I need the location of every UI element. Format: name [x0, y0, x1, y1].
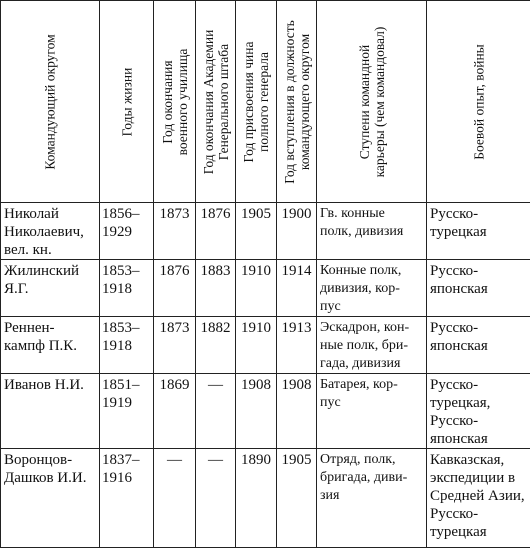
header-text: Ступени командной карьеры (чем командовал) — [357, 4, 387, 200]
cell-school-year: 1873 — [154, 317, 196, 374]
header-text: Боевой опыт, войны — [471, 4, 486, 200]
cell-school-year: 1869 — [154, 374, 196, 449]
cell-appointed-year: 1908 — [277, 374, 317, 449]
cell-academy-year: 1883 — [196, 260, 236, 317]
cell-school-year: 1876 — [154, 260, 196, 317]
header-commander — [1, 1, 100, 203]
cell-academy-year: — — [196, 449, 236, 548]
cell-appointed-year: 1905 — [277, 449, 317, 548]
header-life-years — [100, 1, 154, 203]
cell-life-years: 1851– 1919 — [100, 374, 154, 449]
cell-career: Гв. конные полк, дивизия — [317, 203, 427, 260]
header-school-year — [154, 1, 196, 203]
cell-academy-year: — — [196, 374, 236, 449]
cell-life-years: 1853– 1918 — [100, 260, 154, 317]
cell-career: Отряд, полк, бригада, диви- зия — [317, 449, 427, 548]
cell-life-years: 1853– 1918 — [100, 317, 154, 374]
cell-commander: Николай Николаевич, вел. кн. — [1, 203, 100, 260]
header-combat — [427, 1, 530, 203]
header-text: Год вступления в должность командующего округом — [282, 4, 312, 200]
cell-academy-year: 1882 — [196, 317, 236, 374]
cell-commander: Иванов Н.И. — [1, 374, 100, 449]
header-text: Годы жизни — [119, 4, 134, 200]
table-row — [1, 374, 530, 449]
table-row — [1, 203, 530, 260]
cell-life-years: 1856– 1929 — [100, 203, 154, 260]
cell-commander: Реннен- кампф П.К. — [1, 317, 100, 374]
cell-school-year: — — [154, 449, 196, 548]
cell-combat: Русско- турецкая — [427, 203, 530, 260]
cell-general-year: 1905 — [236, 203, 277, 260]
cell-career: Конные полк, дивизия, кор- пус — [317, 260, 427, 317]
cell-appointed-year: 1913 — [277, 317, 317, 374]
cell-general-year: 1910 — [236, 260, 277, 317]
table-row — [1, 260, 530, 317]
cell-combat: Русско- турецкая, Русско- японская — [427, 374, 530, 449]
table-row — [1, 449, 530, 548]
header-general-year — [236, 1, 277, 203]
cell-career: Эскадрон, кон- ные полк, бри- гада, дивизия — [317, 317, 427, 374]
cell-academy-year: 1876 — [196, 203, 236, 260]
header-text: Год присвоения чина полного генерала — [241, 4, 271, 200]
cell-combat: Кавказская, экспедиции в Средней Азии, Русско- турецкая — [427, 449, 530, 548]
cell-general-year: 1910 — [236, 317, 277, 374]
cell-appointed-year: 1900 — [277, 203, 317, 260]
cell-appointed-year: 1914 — [277, 260, 317, 317]
cell-general-year: 1908 — [236, 374, 277, 449]
cell-career: Батарея, кор- пус — [317, 374, 427, 449]
cell-life-years: 1837– 1916 — [100, 449, 154, 548]
header-text: Командующий округом — [43, 4, 58, 200]
table-row — [1, 317, 530, 374]
cell-combat: Русско- японская — [427, 317, 530, 374]
cell-school-year: 1873 — [154, 203, 196, 260]
cell-general-year: 1890 — [236, 449, 277, 548]
header-text: Год окончания Академии Генерального штаба — [201, 4, 231, 200]
table-header-row — [1, 1, 530, 203]
header-career — [317, 1, 427, 203]
header-text: Год окончания военного училища — [160, 4, 190, 200]
header-academy-year — [196, 1, 236, 203]
cell-commander: Жилинский Я.Г. — [1, 260, 100, 317]
cell-combat: Русско- японская — [427, 260, 530, 317]
header-appointed-year — [277, 1, 317, 203]
cell-commander: Воронцов- Дашков И.И. — [1, 449, 100, 548]
